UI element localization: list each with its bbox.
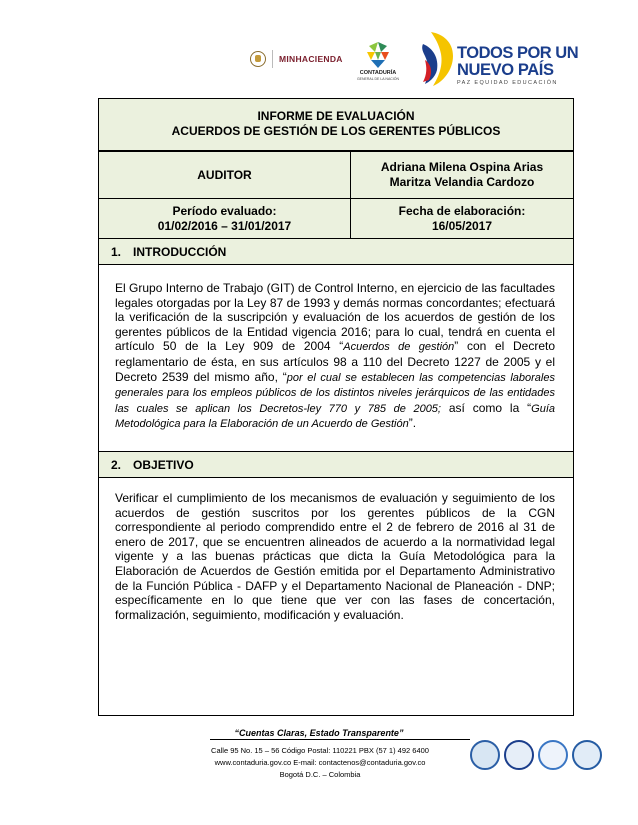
certification-seal-icon xyxy=(504,740,534,770)
colombia-map-icon xyxy=(419,30,459,88)
section-number: 1. xyxy=(111,244,122,259)
period-row xyxy=(99,199,573,239)
footer-web: www.contaduria.gov.co E-mail: contactenos@contaduria.gov.co xyxy=(214,758,426,767)
certification-seal-icon xyxy=(470,740,500,770)
introduccion-body xyxy=(99,265,573,452)
intro-italic-3: Guía Metodológica para la Elaboración de un Acuerdo de Gestión xyxy=(115,402,555,431)
footer-city: Bogotá D.C. – Colombia xyxy=(279,770,361,779)
minhacienda-text: MINHACIENDA xyxy=(279,54,343,64)
report-frame xyxy=(98,98,574,716)
auditor-name-1: Adriana Milena Ospina Arias xyxy=(380,160,544,174)
minhacienda-logo xyxy=(250,50,343,68)
coat-of-arms-icon xyxy=(250,51,266,67)
section-title: OBJETIVO xyxy=(133,457,194,472)
date-label: Fecha de elaboración: xyxy=(398,203,526,218)
auditor-label-cell xyxy=(99,152,351,198)
todos-por-un-nuevo-pais-logo xyxy=(419,30,579,90)
footer-motto: “Cuentas Claras, Estado Transparente” xyxy=(234,728,404,738)
contaduria-emblem-icon xyxy=(361,40,395,70)
section-title: INTRODUCCIÓN xyxy=(133,244,227,259)
objetivo-paragraph: Verificar el cumplimiento de los mecanismos de evaluación y seguimiento de los acuerdos de gestión suscritos por los gerentes públicos de la CGN correspondiente al periodo comprendido entre el 2 de febrero de 2016 al 31 de enero de 2017, que se encuentren alineados de acuerdo a la normatividad legal vigente y a las buenas prácticas que dicta la Guía Metodológica para la Elaboración de Acuerdos de Gestión emitida por el Departamento Administrativo de la Función Pública - DAFP y el Departamento Nacional de Planeación - DNP; específicamente en lo que tiene que ver con las fases de concertación, formalización, seguimiento, modificación y evaluación. xyxy=(115,491,555,622)
logo-divider xyxy=(272,50,273,68)
date-cell xyxy=(351,199,573,238)
auditor-name-2: Maritza Velandia Cardozo xyxy=(389,175,535,189)
period-cell xyxy=(99,199,351,238)
introduccion-paragraph xyxy=(115,281,555,432)
intro-text-4: ”. xyxy=(408,416,417,431)
section-introduccion-header xyxy=(99,239,573,265)
period-value: 01/02/2016 – 31/01/2017 xyxy=(157,218,292,233)
auditor-row xyxy=(99,152,573,199)
intro-italic-2: por el cual se establecen las competencias laborales generales para los empleos públicos de los distintos niveles jerárquicos de las entidades las cuales se aplican los Decretos-ley 770 y 785 de 2005; xyxy=(115,371,555,415)
slogan-line-1: TODOS POR UN xyxy=(457,44,579,62)
footer-address: Calle 95 No. 15 – 56 Código Postal: 110221 PBX (57 1) 492 6400 xyxy=(211,746,429,755)
date-value: 16/05/2017 xyxy=(431,218,493,233)
report-title-line-1: INFORME DE EVALUACIÓN xyxy=(257,109,415,123)
report-title-block xyxy=(99,99,573,151)
intro-text-2: ” con el Decreto reglamentario de ésta, en sus artículos 98 a 110 del Decreto 1227 de 2005 y el Decreto 2539 del mismo año, “ xyxy=(115,339,556,384)
report-title xyxy=(99,109,573,139)
slogan-line-2: NUEVO PAÍS xyxy=(457,61,554,79)
certification-logos xyxy=(470,740,606,770)
report-title-line-2: ACUERDOS DE GESTIÓN DE LOS GERENTES PÚBLICOS xyxy=(171,124,501,138)
header-logos xyxy=(0,0,638,100)
auditor-label: AUDITOR xyxy=(197,167,252,182)
section-number: 2. xyxy=(111,457,122,472)
certification-seal-icon xyxy=(572,740,602,770)
period-label: Período evaluado: xyxy=(172,203,277,218)
contaduria-subtitle: GENERAL DE LA NACIÓN xyxy=(356,77,400,81)
section-objetivo-header xyxy=(99,452,573,478)
intro-text-1: El Grupo Interno de Trabajo (GIT) de Control Interno, en ejercicio de las facultades legales otorgadas por la Ley 87 de 1993 y demás normas concordantes; efectuará la verificación de la suscripción y evaluación de los acuerdos de gestión de los gerentes públicos de la Entidad vigencia 2016; para lo cual, tendrá en cuenta el artículo 50 de la Ley 909 de 2004 “ xyxy=(115,281,555,354)
intro-italic-1: Acuerdos de gestión xyxy=(343,341,455,354)
footer-address-block xyxy=(170,745,470,781)
intro-text-3: así como la “ xyxy=(440,400,532,415)
auditor-names-cell xyxy=(351,152,573,198)
slogan-tagline: PAZ EQUIDAD EDUCACIÓN xyxy=(457,80,558,86)
footer-divider xyxy=(210,739,470,740)
certification-seal-icon xyxy=(538,740,568,770)
contaduria-logo xyxy=(355,40,401,82)
contaduria-name: CONTADURÍA xyxy=(359,70,397,76)
